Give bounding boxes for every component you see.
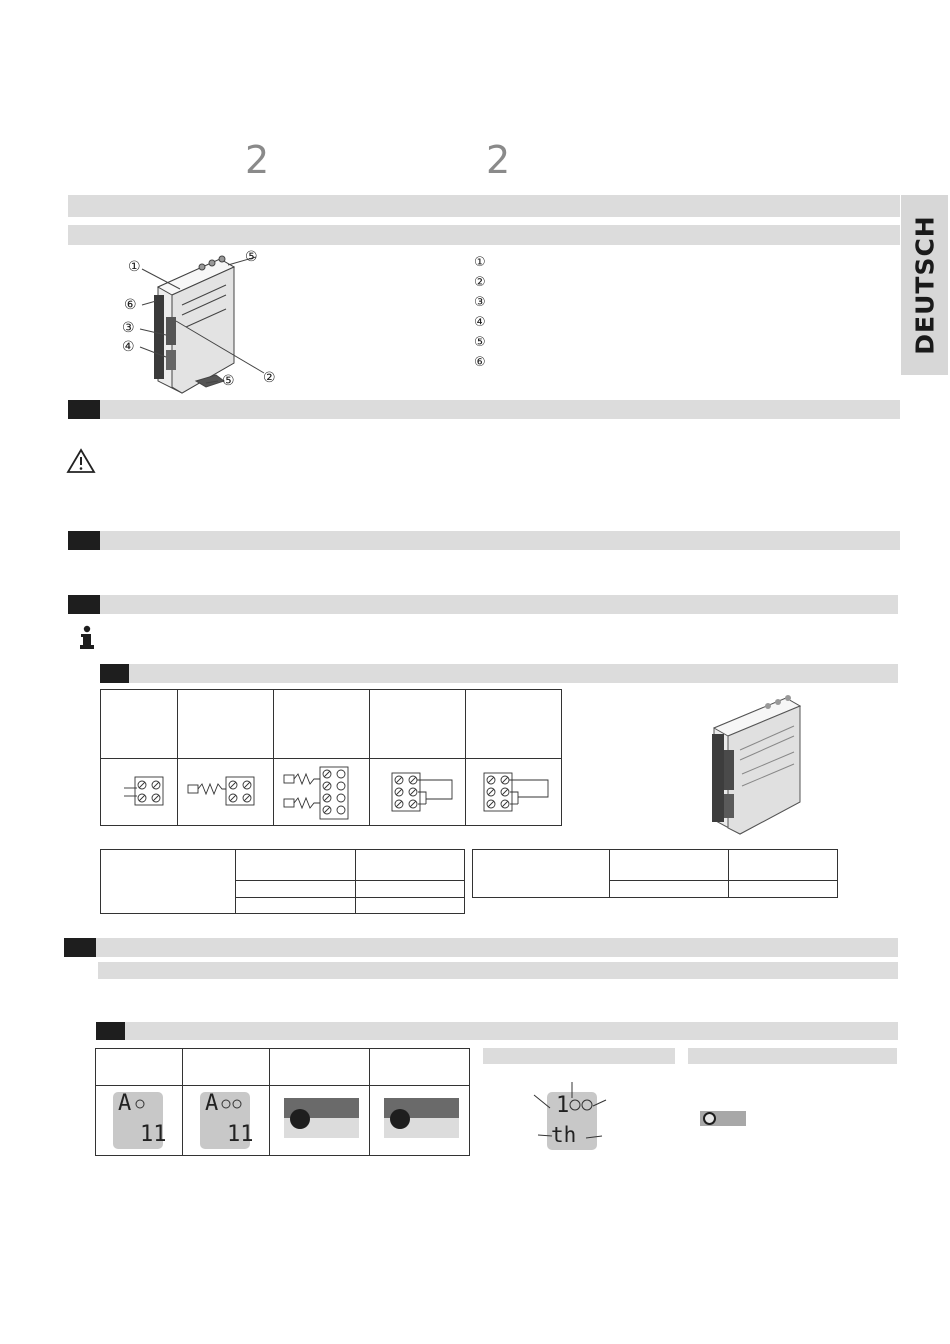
callout-2: ② bbox=[263, 370, 276, 386]
subtitle-bar bbox=[68, 225, 900, 245]
section-marker-4 bbox=[64, 938, 96, 957]
language-tab-label: DEUTSCH bbox=[910, 215, 939, 355]
legend-item-1: ① bbox=[474, 255, 486, 270]
section-marker-1 bbox=[68, 400, 100, 419]
callout-1: ① bbox=[128, 259, 141, 275]
header-digit-left: 2 bbox=[245, 138, 270, 182]
section-bar-4 bbox=[96, 938, 898, 957]
callout-5-bottom: ⑤ bbox=[222, 373, 235, 389]
info-icon bbox=[78, 625, 96, 651]
language-tab[interactable] bbox=[901, 195, 948, 375]
subsection-bar-4-1 bbox=[125, 1022, 898, 1040]
legend-item-3: ③ bbox=[474, 295, 486, 310]
section-marker-3 bbox=[68, 595, 100, 614]
panel-bar-right bbox=[688, 1048, 897, 1064]
wiring-table bbox=[100, 689, 563, 827]
callout-6: ⑥ bbox=[124, 297, 137, 313]
section-marker-2 bbox=[68, 531, 100, 550]
panel-bar-left bbox=[483, 1048, 675, 1064]
title-bar bbox=[68, 195, 900, 217]
callout-5-top: ⑤ bbox=[245, 249, 258, 265]
subsection-bar-3-1 bbox=[129, 664, 898, 683]
lcd-1-bottom: 11 bbox=[140, 1122, 167, 1147]
device-photo bbox=[700, 690, 810, 840]
lcd-diagram-top: 1 bbox=[556, 1093, 570, 1118]
legend-item-5: ⑤ bbox=[474, 335, 486, 350]
lcd-1-top: A bbox=[118, 1091, 132, 1116]
legend-item-4: ④ bbox=[474, 315, 486, 330]
callout-4: ④ bbox=[122, 339, 135, 355]
section-bar-1 bbox=[100, 400, 900, 419]
callout-3: ③ bbox=[122, 320, 135, 336]
header-digit-right: 2 bbox=[486, 138, 511, 182]
spec-table-right bbox=[472, 849, 839, 899]
section-subbar-4 bbox=[98, 962, 898, 979]
warning-icon bbox=[66, 448, 96, 474]
legend-item-2: ② bbox=[474, 275, 486, 290]
subsection-marker-3-1 bbox=[100, 664, 129, 683]
led-icon bbox=[703, 1112, 716, 1125]
section-bar-2 bbox=[100, 531, 900, 550]
lcd-2-top: A bbox=[205, 1091, 219, 1116]
lcd-diagram-bottom: th bbox=[551, 1123, 577, 1147]
spec-table-left bbox=[100, 849, 466, 916]
subsection-marker-4-1 bbox=[96, 1022, 125, 1040]
legend-item-6: ⑥ bbox=[474, 355, 486, 370]
lcd-2-bottom: 11 bbox=[227, 1122, 254, 1147]
section-bar-3 bbox=[100, 595, 898, 614]
